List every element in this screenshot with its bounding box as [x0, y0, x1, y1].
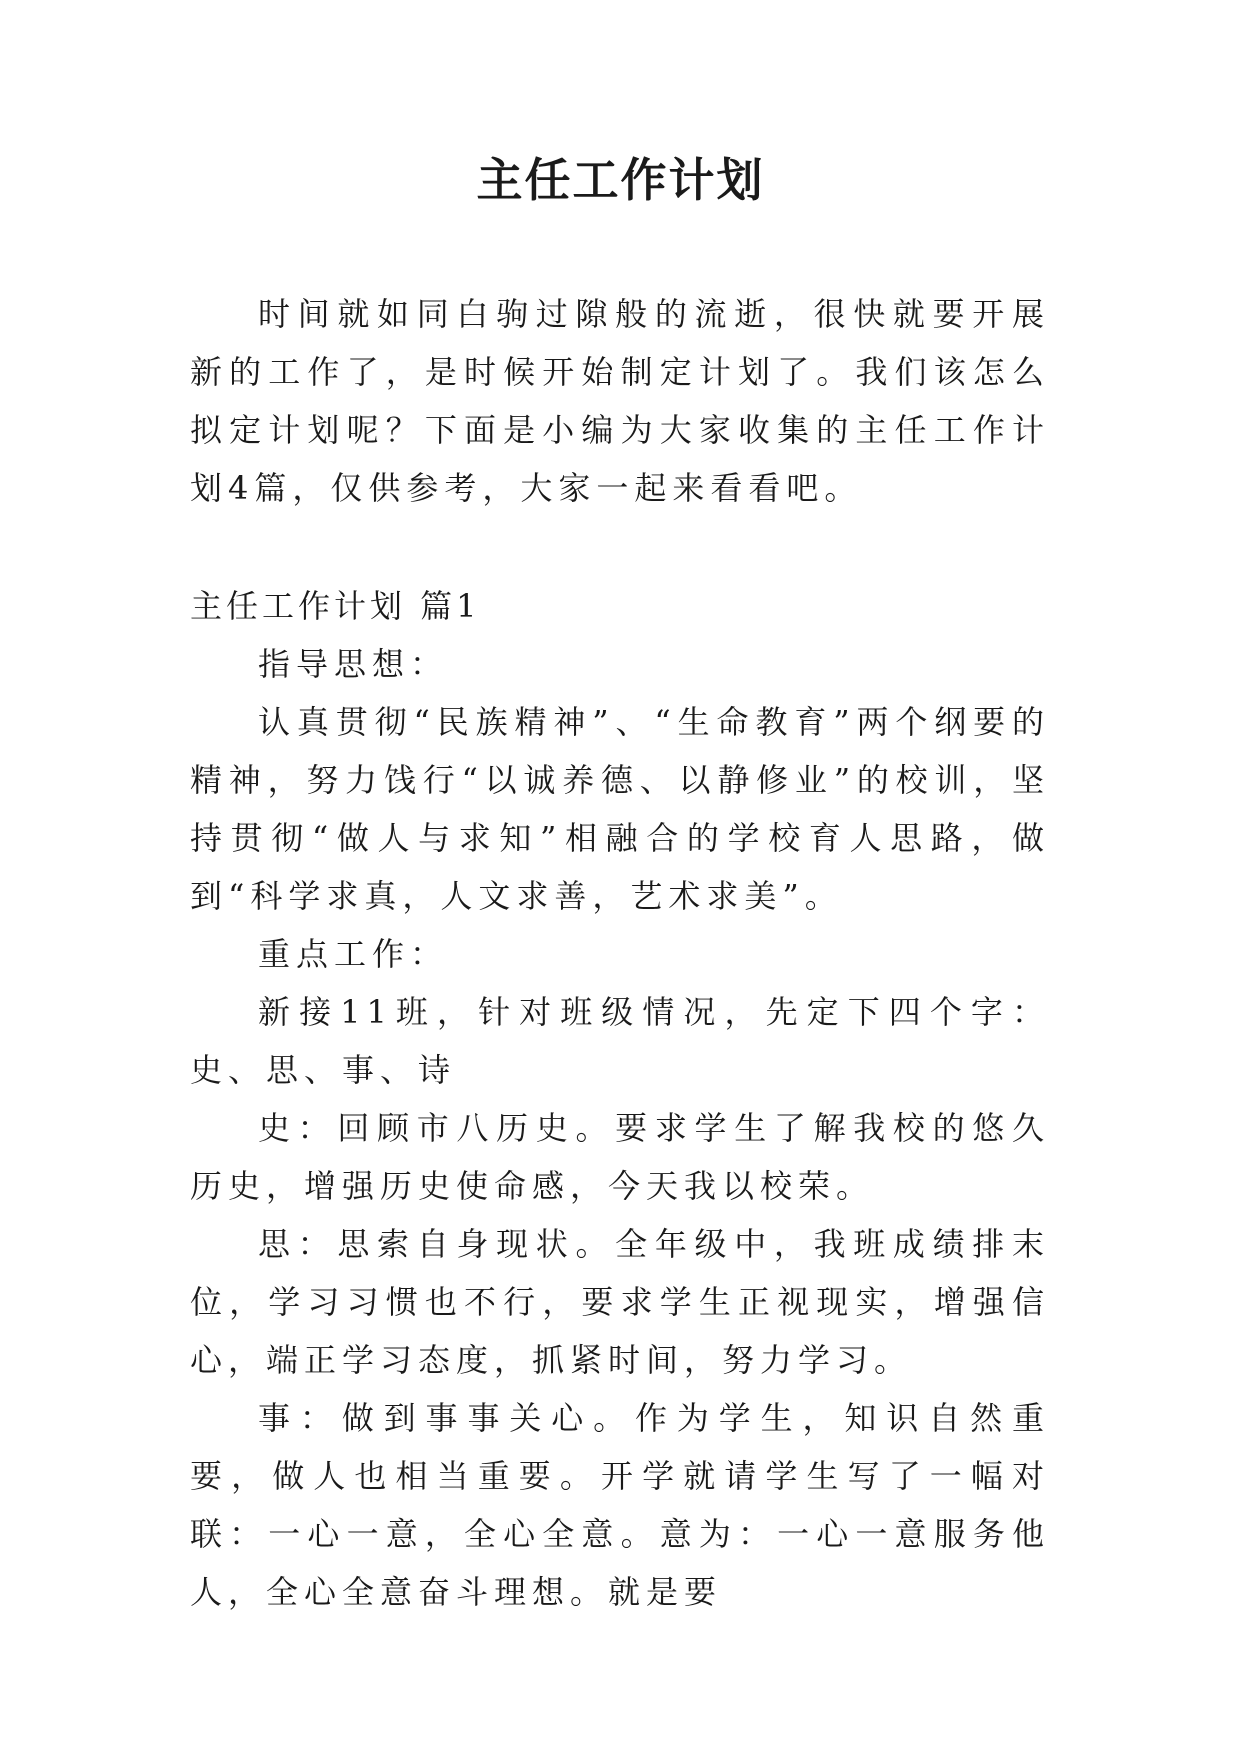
document-body	[190, 285, 1050, 1621]
body-paragraph: 新接11班，针对班级情况，先定下四个字：史、思、事、诗	[190, 993, 1050, 1089]
section-heading: 主任工作计划 篇1	[190, 587, 481, 625]
document-title: 主任工作计划	[476, 153, 765, 207]
body-paragraph: 重点工作：	[258, 935, 449, 973]
intro-paragraph: 时间就如同白驹过隙般的流逝，很快就要开展新的工作了，是时候开始制定计划了。我们该怎么拟定计划呢？下面是小编为大家收集的主任工作计划4篇，仅供参考，大家一起来看看吧。	[190, 295, 1050, 507]
body-paragraph: 认真贯彻“民族精神”、“生命教育”两个纲要的精神，努力饯行“以诚养德、以静修业”的校训，坚持贯彻“做人与求知”相融合的学校育人思路，做到“科学求真，人文求善，艺术求美”。	[190, 703, 1050, 915]
body-paragraph: 思：思索自身现状。全年级中，我班成绩排末位，学习习惯也不行，要求学生正视现实，增强信心，端正学习态度，抓紧时间，努力学习。	[190, 1225, 1050, 1379]
body-paragraph: 史：回顾市八历史。要求学生了解我校的悠久历史，增强历史使命感，今天我以校荣。	[190, 1109, 1050, 1205]
body-paragraph: 指导思想：	[258, 645, 449, 683]
body-paragraph: 事：做到事事关心。作为学生，知识自然重要，做人也相当重要。开学就请学生写了一幅对联：一心一意，全心全意。意为：一心一意服务他人，全心全意奋斗理想。就是要	[190, 1399, 1050, 1611]
